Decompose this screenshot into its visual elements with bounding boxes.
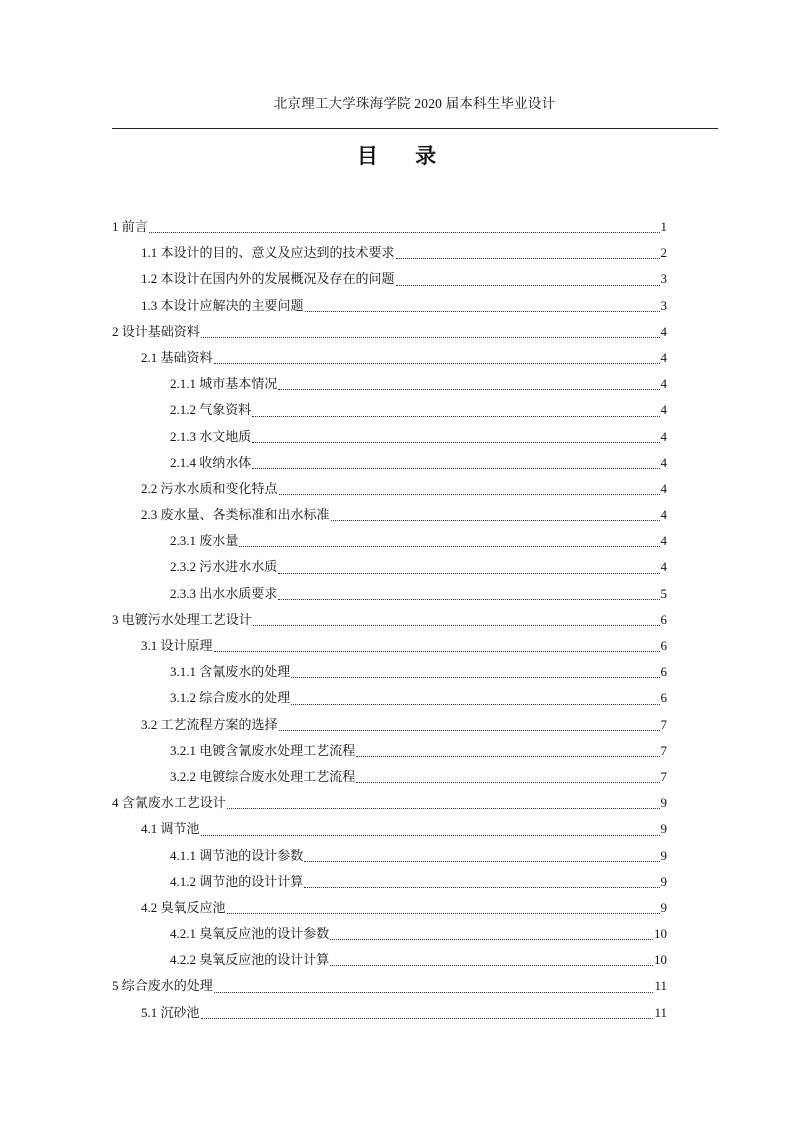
toc-entry-label: 3.2 工艺流程方案的选择 (141, 716, 278, 732)
toc-dot-leader (304, 887, 659, 888)
toc-page-number: 2 (660, 245, 667, 261)
toc-entry[interactable] (112, 607, 667, 633)
toc-entry-label: 2.2 污水水质和变化特点 (141, 480, 278, 496)
toc-page-number: 3 (660, 297, 667, 313)
toc-entry[interactable] (112, 240, 667, 266)
toc-entry[interactable] (112, 685, 667, 711)
toc-entry-label: 2.1.3 水文地质 (170, 428, 252, 444)
toc-entry-label: 2.3.2 污水进水水质 (170, 559, 278, 575)
toc-dot-leader (291, 704, 659, 705)
toc-entry-label: 4.2 臭氧反应池 (141, 899, 226, 915)
toc-entry[interactable] (112, 764, 667, 790)
toc-dot-leader (253, 625, 660, 626)
toc-page-number: 1 (660, 219, 667, 234)
toc-page-number: 4 (660, 323, 667, 339)
header-rule (112, 128, 718, 129)
toc-entry-label: 3.2.2 电镀综合废水处理工艺流程 (170, 768, 356, 784)
table-of-contents (112, 214, 667, 1026)
toc-entry[interactable] (112, 869, 667, 895)
toc-page-number: 4 (660, 376, 667, 392)
toc-entry[interactable] (112, 895, 667, 921)
toc-dot-leader (201, 1018, 654, 1019)
toc-entry[interactable] (112, 581, 667, 607)
toc-entry[interactable] (112, 528, 667, 554)
toc-entry[interactable] (112, 371, 667, 397)
toc-page-number: 9 (660, 795, 667, 811)
toc-dot-leader (214, 363, 660, 364)
toc-entry[interactable] (112, 319, 667, 345)
toc-entry[interactable] (112, 502, 667, 528)
toc-entry-label: 5.1 沉砂池 (141, 1004, 200, 1020)
toc-entry-label: 4.1.1 调节池的设计参数 (170, 847, 304, 863)
toc-dot-leader (356, 782, 659, 783)
toc-page-number: 6 (660, 690, 667, 706)
toc-dot-leader (239, 546, 659, 547)
toc-dot-leader (304, 861, 659, 862)
toc-entry[interactable] (112, 1000, 667, 1026)
toc-entry[interactable] (112, 554, 667, 580)
toc-entry-label: 4 含氰废水工艺设计 (112, 795, 226, 811)
toc-entry-label: 2.3.1 废水量 (170, 533, 239, 549)
toc-page-number: 9 (660, 873, 667, 889)
toc-dot-leader (278, 389, 659, 390)
toc-entry-label: 2.1 基础资料 (141, 349, 213, 365)
toc-page-number: 9 (660, 899, 667, 915)
toc-page-number: 10 (654, 926, 667, 942)
toc-entry-label: 4.1 调节池 (141, 821, 200, 837)
toc-page-number: 6 (660, 611, 667, 627)
running-header: 北京理工大学珠海学院 2020 届本科生毕业设计 (273, 96, 556, 111)
toc-entry-label: 1.1 本设计的目的、意义及应达到的技术要求 (141, 245, 395, 261)
toc-entry[interactable] (112, 476, 667, 502)
toc-page-number: 4 (660, 402, 667, 418)
toc-dot-leader (252, 416, 659, 417)
toc-dot-leader (278, 573, 659, 574)
toc-page-number: 7 (660, 768, 667, 784)
toc-entry-label: 3 电镀污水处理工艺设计 (112, 611, 252, 627)
toc-dot-leader (201, 337, 660, 338)
toc-entry[interactable] (112, 345, 667, 371)
toc-dot-leader (331, 520, 660, 521)
toc-dot-leader (201, 835, 660, 836)
toc-page-number: 4 (660, 428, 667, 444)
toc-entry[interactable] (112, 450, 667, 476)
toc-dot-leader (149, 232, 660, 233)
toc-dot-leader (227, 808, 660, 809)
toc-dot-leader (279, 494, 660, 495)
toc-page-number: 4 (660, 507, 667, 523)
toc-entry[interactable] (112, 712, 667, 738)
toc-entry-label: 2.1.4 收纳水体 (170, 454, 252, 470)
toc-entry[interactable] (112, 973, 667, 999)
toc-dot-leader (252, 468, 659, 469)
toc-page-number: 11 (654, 978, 667, 994)
toc-entry-label: 3.2.1 电镀含氰废水处理工艺流程 (170, 742, 356, 758)
toc-dot-leader (396, 285, 660, 286)
toc-entry[interactable] (112, 738, 667, 764)
toc-entry-label: 2.1.1 城市基本情况 (170, 376, 278, 392)
toc-entry[interactable] (112, 397, 667, 423)
toc-entry[interactable] (112, 843, 667, 869)
toc-entry-label: 2 设计基础资料 (112, 323, 200, 339)
toc-page-number: 6 (660, 664, 667, 680)
toc-page-number: 4 (660, 480, 667, 496)
toc-entry-label: 3.1.2 综合废水的处理 (170, 690, 291, 706)
toc-entry[interactable] (112, 266, 667, 292)
toc-page-number: 3 (660, 271, 667, 287)
toc-entry-label: 1.2 本设计在国内外的发展概况及存在的问题 (141, 271, 395, 287)
toc-entry-label: 2.3.3 出水水质要求 (170, 585, 278, 601)
page-title: 目 录 (356, 144, 453, 168)
toc-entry[interactable] (112, 214, 667, 240)
toc-dot-leader (396, 258, 660, 259)
toc-page-number: 5 (660, 585, 667, 601)
toc-entry-label: 3.1.1 含氰废水的处理 (170, 664, 291, 680)
toc-entry[interactable] (112, 921, 667, 947)
toc-entry[interactable] (112, 424, 667, 450)
toc-dot-leader (227, 913, 660, 914)
toc-page-number: 4 (660, 454, 667, 470)
toc-dot-leader (278, 599, 659, 600)
toc-dot-leader (356, 756, 659, 757)
toc-entry-label: 2.1.2 气象资料 (170, 402, 252, 418)
toc-page-number: 6 (660, 638, 667, 653)
toc-entry-label: 1 前言 (112, 219, 148, 234)
toc-entry-label: 4.2.2 臭氧反应池的设计计算 (170, 952, 330, 968)
toc-dot-leader (214, 992, 654, 993)
toc-entry[interactable] (112, 790, 667, 816)
toc-entry[interactable] (112, 659, 667, 685)
toc-dot-leader (252, 442, 659, 443)
toc-entry-label: 4.2.1 臭氧反应池的设计参数 (170, 926, 330, 942)
toc-page-number: 7 (660, 716, 667, 732)
toc-dot-leader (279, 730, 660, 731)
toc-entry[interactable] (112, 293, 667, 319)
toc-entry[interactable] (112, 947, 667, 973)
toc-entry-label: 4.1.2 调节池的设计计算 (170, 873, 304, 889)
toc-dot-leader (305, 311, 660, 312)
toc-entry-label: 2.3 废水量、各类标准和出水标准 (141, 507, 330, 523)
toc-page-number: 10 (654, 952, 667, 968)
toc-dot-leader (330, 965, 653, 966)
toc-entry-label: 1.3 本设计应解决的主要问题 (141, 297, 304, 313)
toc-entry[interactable] (112, 633, 667, 659)
toc-dot-leader (214, 651, 660, 652)
toc-entry-label: 3.1 设计原理 (141, 638, 213, 653)
toc-page-number: 4 (660, 559, 667, 575)
toc-dot-leader (330, 939, 653, 940)
toc-page-number: 9 (660, 847, 667, 863)
toc-page-number: 9 (660, 821, 667, 837)
toc-entry[interactable] (112, 816, 667, 842)
toc-entry-label: 5 综合废水的处理 (112, 978, 213, 994)
toc-dot-leader (291, 677, 659, 678)
toc-page-number: 4 (660, 533, 667, 549)
toc-page-number: 11 (654, 1004, 667, 1020)
toc-page-number: 4 (660, 349, 667, 365)
toc-page-number: 7 (660, 742, 667, 758)
